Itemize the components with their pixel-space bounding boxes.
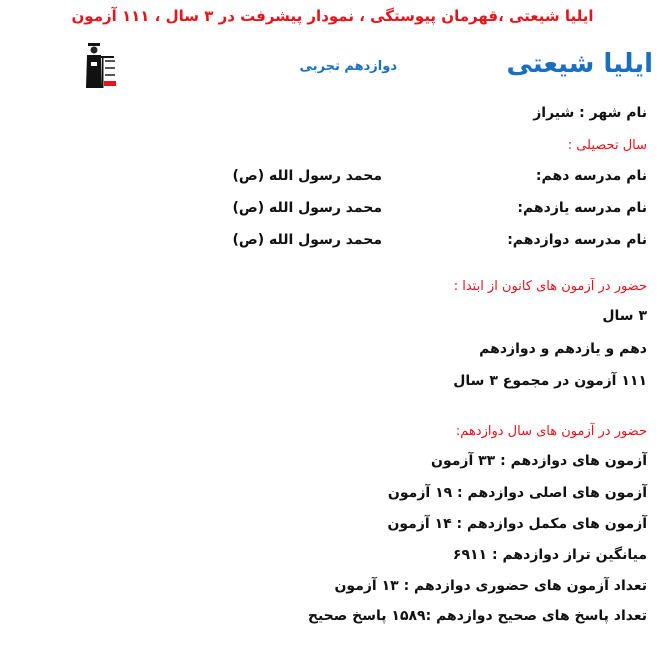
- grade12-item: میانگین تراز دوازدهم : ۶۹۱۱: [452, 547, 647, 563]
- attendance-item: ۱۱۱ آزمون در مجموع ۳ سال: [453, 373, 647, 389]
- grade12-item: آزمون های اصلی دوازدهم : ۱۹ آزمون: [387, 485, 647, 501]
- grade-label: دوازدهم تجربی: [299, 59, 397, 74]
- kanoon-logo-icon: [82, 40, 118, 90]
- school-row-12th: [232, 230, 647, 250]
- school-value: محمد رسول الله (ص): [232, 200, 382, 216]
- attendance-since-start-label: حضور در آزمون های کانون از ابتدا :: [453, 279, 647, 294]
- school-row-10th: [232, 166, 647, 186]
- grade12-item: تعداد پاسخ های صحیح دوازدهم :۱۵۸۹ پاسخ صحیح: [307, 608, 647, 624]
- academic-year-label: سال تحصیلی :: [567, 138, 647, 153]
- grade12-item: تعداد آزمون های حضوری دوازدهم : ۱۳ آزمون: [334, 578, 647, 594]
- school-row-11th: [232, 198, 647, 218]
- school-label: نام مدرسه دهم:: [535, 168, 647, 184]
- attendance-grade12-label: حضور در آزمون های سال دوازدهم:: [455, 424, 647, 439]
- school-value: محمد رسول الله (ص): [232, 232, 382, 248]
- grade12-item: آزمون های مکمل دوازدهم : ۱۴ آزمون: [387, 516, 647, 532]
- city: نام شهر : شیراز: [533, 105, 647, 121]
- school-value: محمد رسول الله (ص): [232, 168, 382, 184]
- attendance-item: دهم و یازدهم و دوازدهم: [479, 341, 647, 357]
- school-label: نام مدرسه دوازدهم:: [507, 232, 647, 248]
- grade12-item: آزمون های دوازدهم : ۳۳ آزمون: [431, 453, 647, 469]
- attendance-item: ۳ سال: [602, 308, 647, 324]
- school-label: نام مدرسه یازدهم:: [517, 200, 647, 216]
- student-name: ایلیا شیعتی: [506, 49, 653, 79]
- page-title: ایلیا شیعتی ،قهرمان پیوستگی ، نمودار پیشرفت در ۳ سال ، ۱۱۱ آزمون: [71, 7, 594, 25]
